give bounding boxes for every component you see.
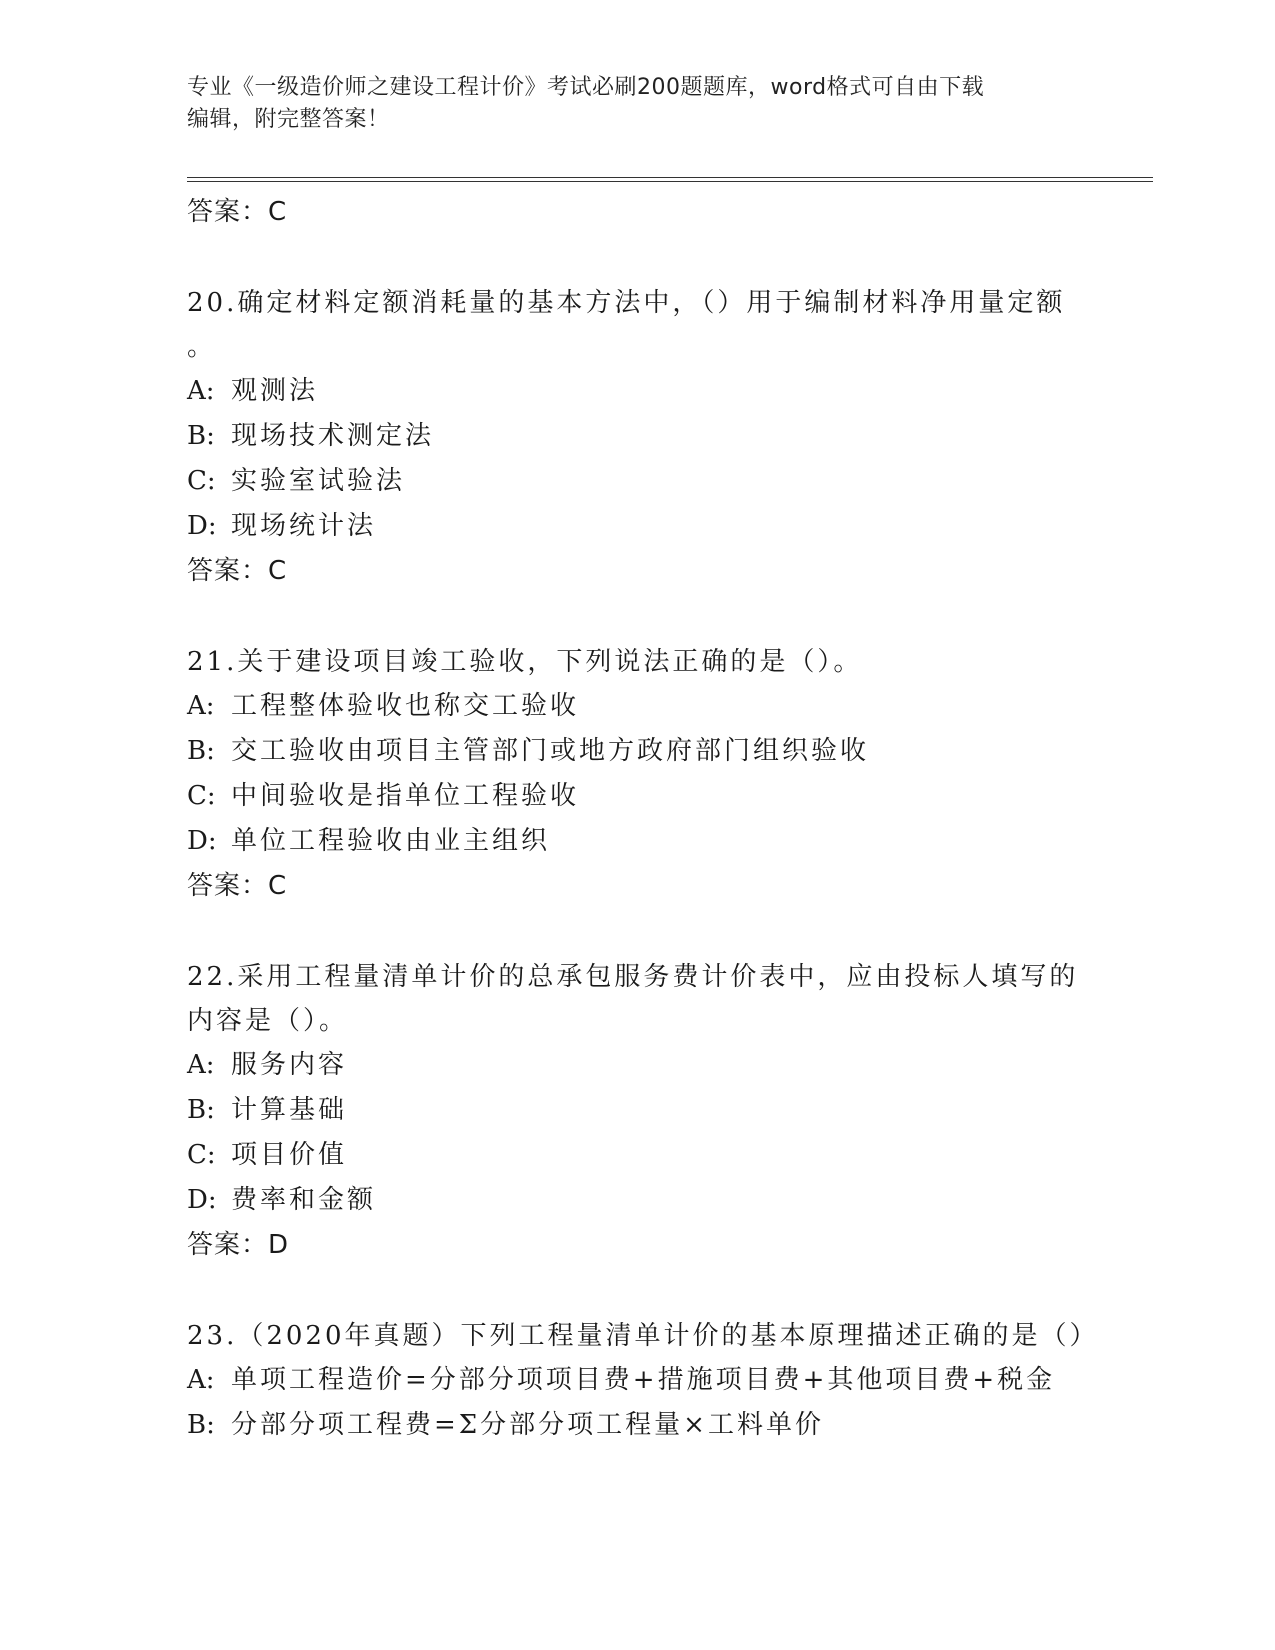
question-stem-line: 20.确定材料定额消耗量的基本方法中，（）用于编制材料净用量定额 bbox=[187, 288, 1066, 318]
option-letter: B: bbox=[187, 1095, 215, 1125]
option-letter: A: bbox=[187, 1365, 215, 1395]
option-d bbox=[187, 1178, 1087, 1223]
question-stem bbox=[187, 1314, 1099, 1358]
question-20 bbox=[187, 281, 1087, 593]
option-text: 计算基础 bbox=[231, 1095, 348, 1125]
option-letter: D: bbox=[187, 511, 217, 541]
question-stem-line: 21.关于建设项目竣工验收，下列说法正确的是（）。 bbox=[187, 647, 863, 677]
question-22 bbox=[187, 955, 1087, 1267]
option-letter: B: bbox=[187, 736, 215, 766]
option-a bbox=[187, 1358, 1087, 1403]
option-b bbox=[187, 414, 1087, 459]
question-23 bbox=[187, 1314, 1099, 1448]
option-c bbox=[187, 459, 1087, 504]
option-text: 工程整体验收也称交工验收 bbox=[231, 691, 580, 721]
option-text: 实验室试验法 bbox=[231, 466, 406, 496]
option-text: 现场技术测定法 bbox=[231, 421, 435, 451]
document-header bbox=[187, 72, 1087, 136]
question-stem bbox=[187, 955, 1087, 1043]
option-b bbox=[187, 1088, 1087, 1133]
option-d bbox=[187, 819, 1087, 864]
option-letter: A: bbox=[187, 376, 215, 406]
question-stem-line: 22.采用工程量清单计价的总承包服务费计价表中，应由投标人填写的 bbox=[187, 962, 1079, 992]
option-text: 单项工程造价=分部分项项目费+措施项目费+其他项目费+税金 bbox=[231, 1365, 1056, 1395]
option-text: 单位工程验收由业主组织 bbox=[231, 826, 551, 856]
option-a bbox=[187, 684, 1087, 729]
option-a bbox=[187, 1043, 1087, 1088]
option-letter: D: bbox=[187, 826, 217, 856]
question-stem bbox=[187, 281, 1087, 369]
option-letter: C: bbox=[187, 781, 216, 811]
question-stem-line: 。 bbox=[187, 332, 217, 362]
option-text: 费率和金额 bbox=[231, 1185, 377, 1215]
previous-answer: 答案：C bbox=[187, 197, 288, 227]
answer: 答案：D bbox=[187, 1230, 290, 1260]
question-stem bbox=[187, 640, 1087, 684]
header-line-1: 专业《一级造价师之建设工程计价》考试必刷200题题库，word格式可自由下载 bbox=[187, 75, 985, 100]
option-text: 服务内容 bbox=[231, 1050, 348, 1080]
option-c bbox=[187, 774, 1087, 819]
option-a bbox=[187, 369, 1087, 414]
header-line-2: 编辑，附完整答案！ bbox=[187, 107, 390, 132]
option-text: 项目价值 bbox=[231, 1140, 348, 1170]
option-letter: D: bbox=[187, 1185, 217, 1215]
header-double-rule bbox=[187, 177, 1153, 182]
option-letter: B: bbox=[187, 1410, 215, 1440]
option-b bbox=[187, 729, 1087, 774]
option-text: 交工验收由项目主管部门或地方政府部门组织验收 bbox=[231, 736, 870, 766]
option-d bbox=[187, 504, 1087, 549]
option-letter: C: bbox=[187, 1140, 216, 1170]
question-stem-line: 内容是（）。 bbox=[187, 1006, 349, 1036]
option-text: 观测法 bbox=[231, 376, 319, 406]
option-text: 中间验收是指单位工程验收 bbox=[231, 781, 580, 811]
option-b bbox=[187, 1403, 1087, 1448]
option-text: 分部分项工程费=Σ分部分项工程量×工料单价 bbox=[231, 1410, 824, 1440]
option-text: 现场统计法 bbox=[231, 511, 377, 541]
question-list bbox=[187, 190, 1099, 1448]
option-letter: C: bbox=[187, 466, 216, 496]
option-letter: A: bbox=[187, 691, 215, 721]
question-21 bbox=[187, 640, 1087, 908]
option-letter: A: bbox=[187, 1050, 215, 1080]
question-stem-line: 23.（2020年真题）下列工程量清单计价的基本原理描述正确的是（） bbox=[187, 1321, 1099, 1351]
answer: 答案：C bbox=[187, 556, 288, 586]
answer: 答案：C bbox=[187, 871, 288, 901]
option-c bbox=[187, 1133, 1087, 1178]
option-letter: B: bbox=[187, 421, 215, 451]
